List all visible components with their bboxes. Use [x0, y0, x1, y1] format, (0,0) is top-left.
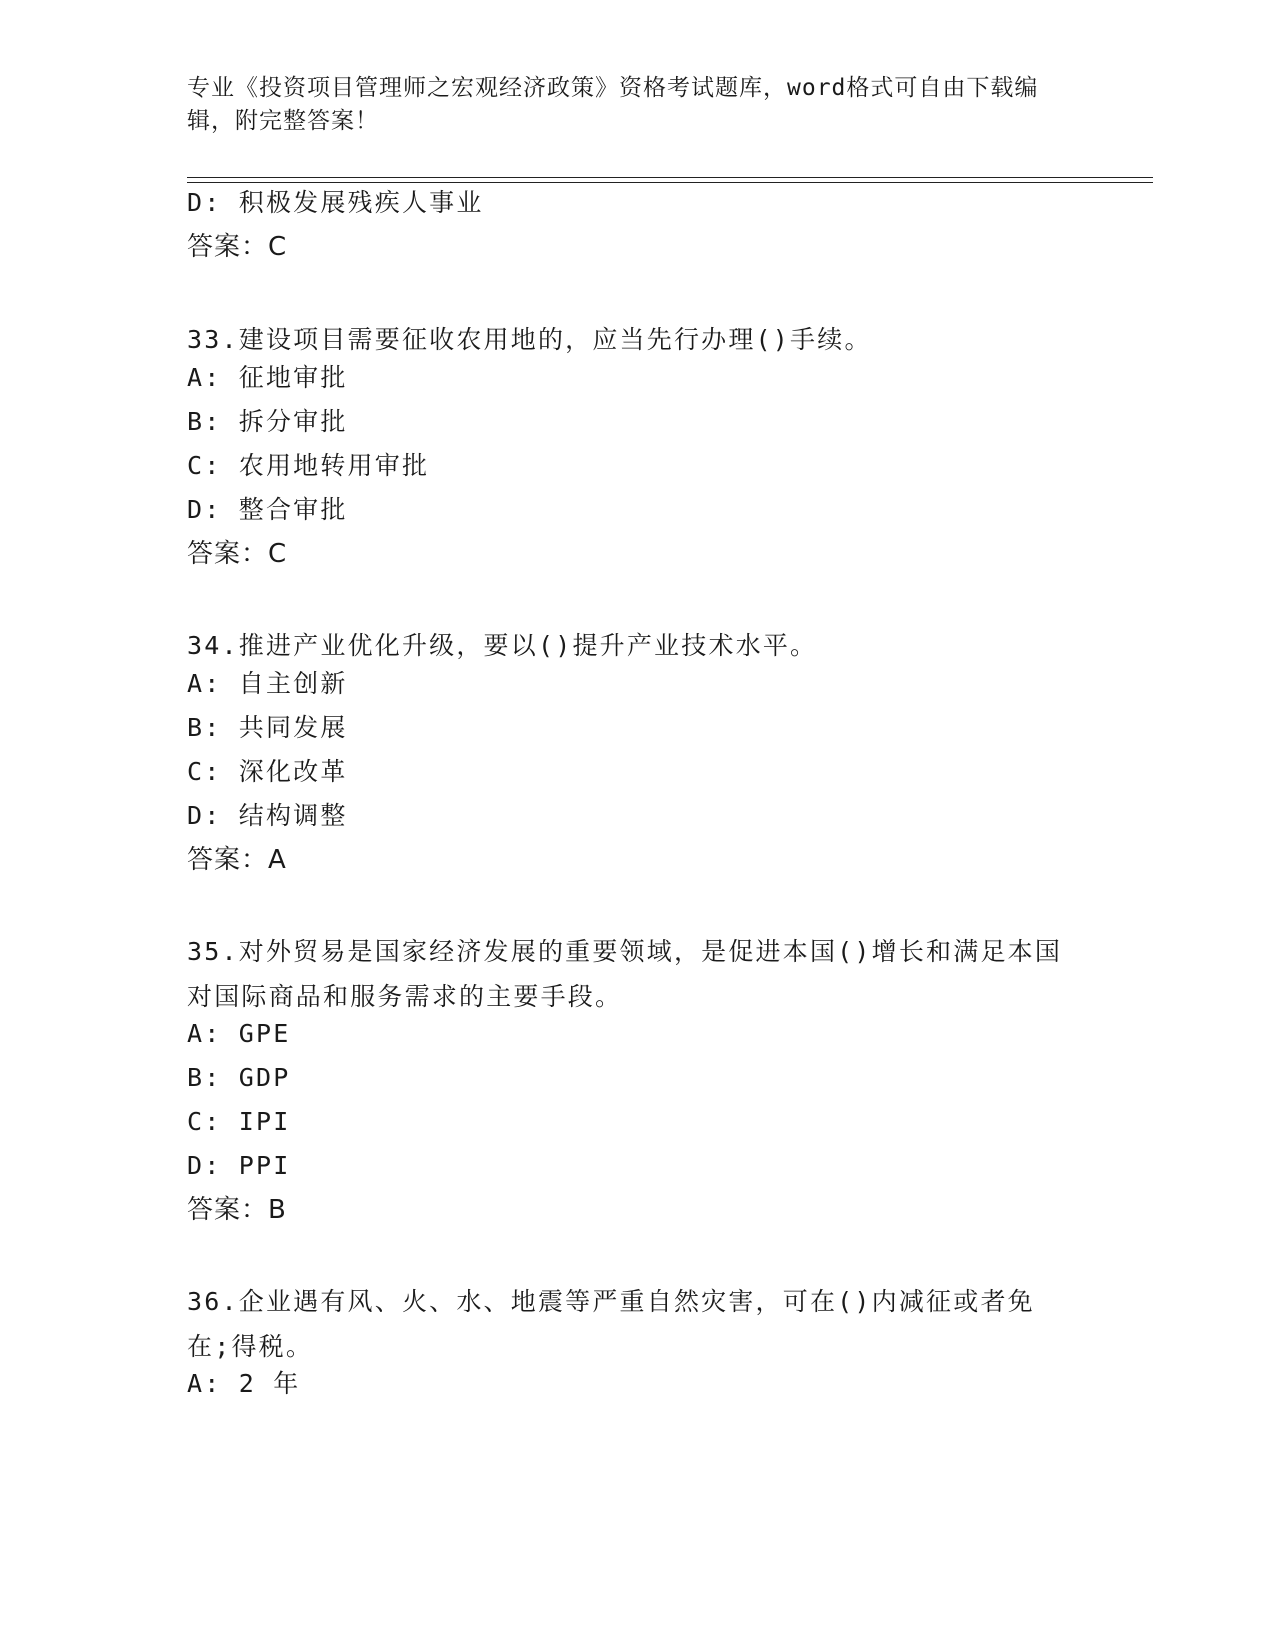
question-34-option-c: C: 深化改革: [187, 757, 348, 786]
question-33-text: 33.建设项目需要征收农用地的，应当先行办理()手续。: [187, 325, 872, 354]
question-35-option-d: D: PPI: [187, 1151, 291, 1180]
header-rule-bottom: [187, 182, 1153, 183]
question-35-text: 35.对外贸易是国家经济发展的重要领域，是促进本国()增长和满足本国对国际商品和服务需求的主要手段。: [187, 937, 1063, 1011]
question-33-option-b: B: 拆分审批: [187, 407, 348, 436]
question-35-option-b: B: GDP: [187, 1063, 291, 1092]
document-header: 专业《投资项目管理师之宏观经济政策》资格考试题库，word格式可自由下载编辑，附完整答案！: [187, 75, 1039, 134]
question-33-option-c: C: 农用地转用审批: [187, 451, 430, 480]
question-35-option-c: C: IPI: [187, 1107, 291, 1136]
question-34-answer: 答案：A: [187, 845, 287, 875]
question-33-option-d: D: 整合审批: [187, 495, 348, 524]
header-rule-top: [187, 177, 1153, 178]
question-35-option-a: A: GPE: [187, 1019, 291, 1048]
question-36-text: 36.企业遇有风、火、水、地震等严重自然灾害，可在()内减征或者免在;得税。: [187, 1287, 1035, 1361]
question-34-option-b: B: 共同发展: [187, 713, 348, 742]
question-35-answer: 答案：B: [187, 1195, 287, 1225]
question-36-option-a: A: 2 年: [187, 1369, 301, 1398]
option-d: D: 积极发展残疾人事业: [187, 188, 484, 217]
question-34-option-a: A: 自主创新: [187, 669, 348, 698]
question-33-option-a: A: 征地审批: [187, 363, 348, 392]
question-34-text: 34.推进产业优化升级，要以()提升产业技术水平。: [187, 631, 818, 660]
question-33-answer: 答案：C: [187, 539, 288, 569]
question-34-option-d: D: 结构调整: [187, 801, 348, 830]
answer-line: 答案：C: [187, 232, 288, 262]
